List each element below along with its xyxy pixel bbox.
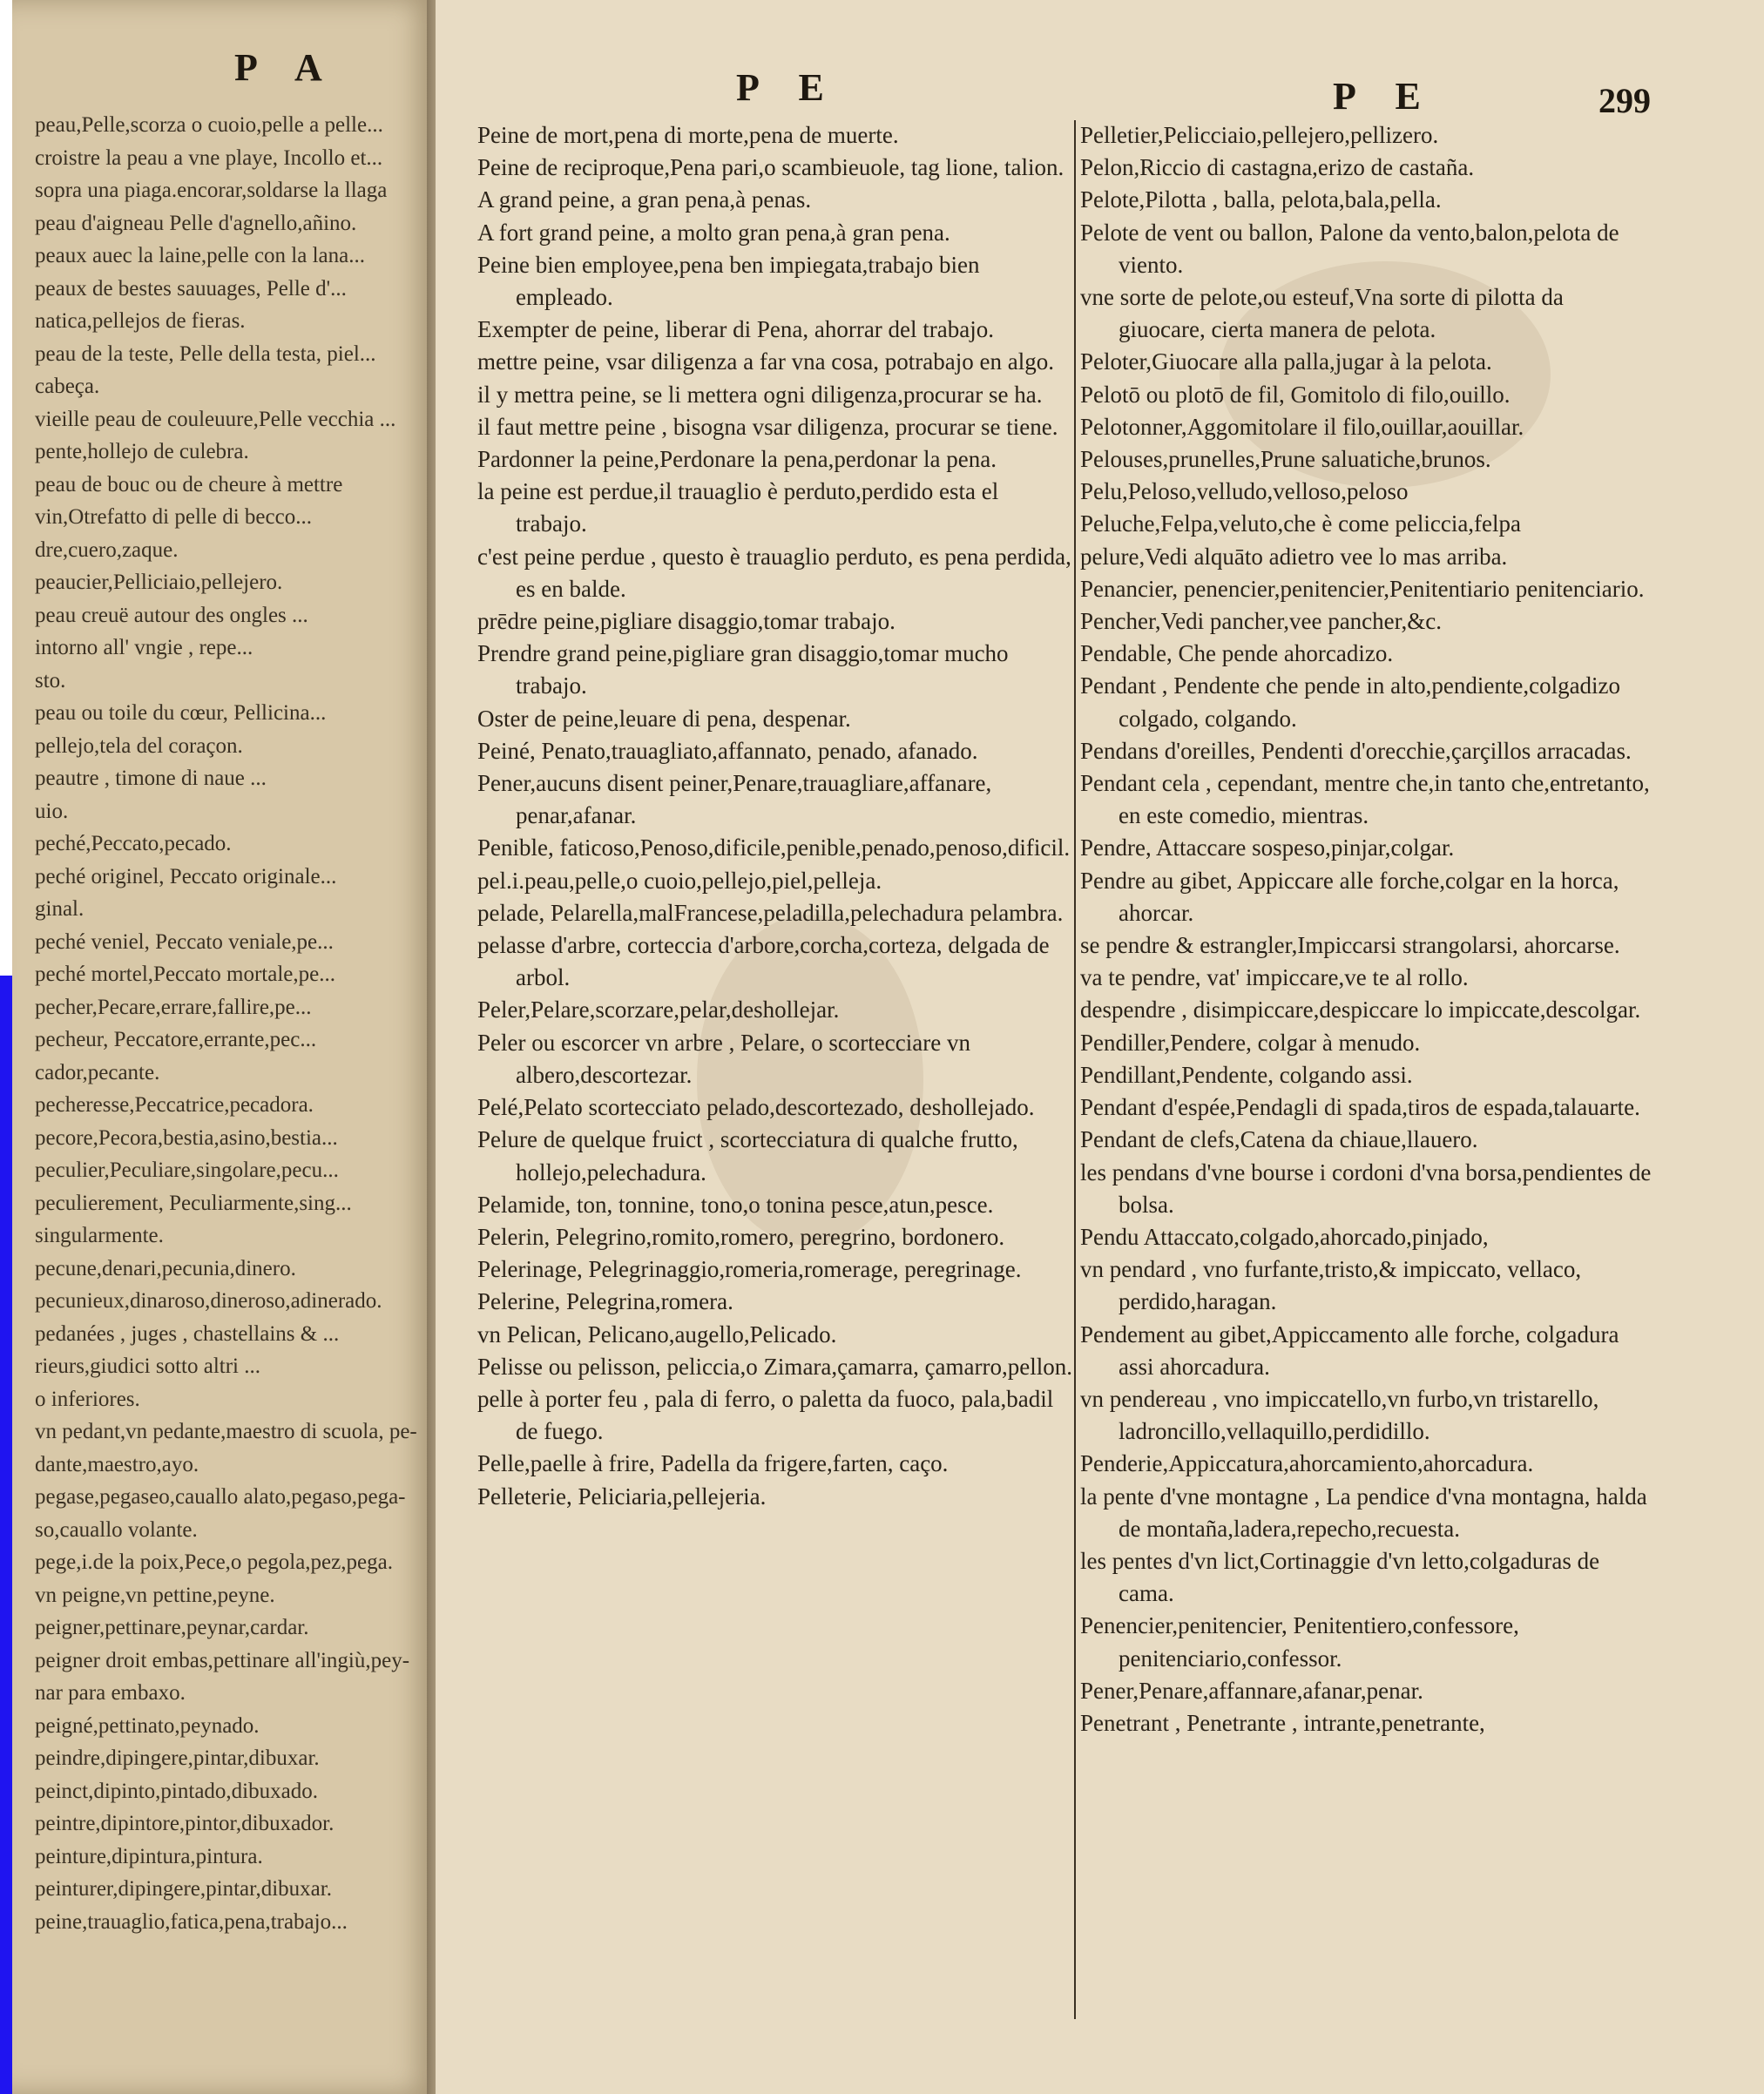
dictionary-entry: peaux de bestes sauuages, Pelle d'... (35, 276, 347, 301)
dictionary-entry: les pendans d'vne bourse i cordoni d'vna borsa,pendientes de bolsa. (1080, 1158, 1652, 1218)
dictionary-entry: Peine de reciproque,Pena pari,o scambieuole, tag lione, talion. (477, 154, 1064, 181)
dictionary-entry: Pener,Penare,affannare,afanar,penar. (1080, 1677, 1423, 1704)
dictionary-entry: Peine bien employee,pena ben impiegata,trabajo bien empleado. (477, 251, 980, 311)
dictionary-entry: Pelle,paelle à frire, Padella da frigere,farten, caço. (477, 1450, 949, 1477)
dictionary-entry: vn pendereau , vno impiccatello,vn furbo,vn tristarello, ladroncillo,vellaquillo,perdidillo. (1080, 1385, 1599, 1445)
left-column (35, 109, 436, 1938)
dictionary-entry: Pendement au gibet,Appiccamento alle forche, colgadura assi ahorcadura. (1080, 1321, 1619, 1380)
dictionary-entry: peintre,dipintore,pintor,dibuxador. (35, 1812, 335, 1835)
dictionary-entry: pellejo,tela del coraçon. (35, 733, 243, 758)
dictionary-entry: peau d'aigneau Pelle d'agnello,añino. (35, 211, 357, 235)
dictionary-entry: c'est peine perdue , questo è trauaglio perduto, es pena perdida, es en balde. (477, 543, 1071, 602)
dictionary-entry: A grand peine, a gran pena,à penas. (477, 186, 812, 213)
dictionary-entry: se pendre & estrangler,Impiccarsi strangolarsi, ahorcarse. (1080, 932, 1620, 959)
page-number: 299 (1598, 81, 1651, 120)
dictionary-entry: Pelure de quelque fruict , scortecciatura di qualche frutto, hollejo,pelechadura. (477, 1126, 1018, 1185)
dictionary-entry: pelure,Vedi alquāto adietro vee lo mas arriba. (1080, 543, 1508, 570)
dictionary-entry: peau de la teste, Pelle della testa, piel... (35, 341, 376, 366)
dictionary-entry: Pendre, Attaccare sospeso,pinjar,colgar. (1080, 834, 1455, 861)
dictionary-entry: peau,Pelle,scorza o cuoio,pelle a pelle... (35, 113, 383, 137)
right-running-head: P E (1333, 75, 1436, 118)
dictionary-entry: Pendans d'oreilles, Pendenti d'orecchie,çarçillos arracadas. (1080, 737, 1632, 764)
dictionary-entry: peautre , timone di naue ... (35, 767, 267, 790)
dictionary-entry: Peine de mort,pena di morte,pena de muerte. (477, 122, 899, 148)
dictionary-entry: Pardonner la peine,Perdonare la pena,perdonar la pena. (477, 446, 997, 473)
dictionary-entry: dre,cuero,zaque. (35, 537, 179, 562)
dictionary-entry: peché originel, Peccato originale... (35, 864, 337, 888)
dictionary-entry: Pelisse ou pelisson, peliccia,o Zimara,çamarra, çamarro,pellon. (477, 1353, 1072, 1380)
dictionary-entry: Pelon,Riccio di castagna,erizo de castaña. (1080, 154, 1475, 181)
right-column (1080, 119, 1655, 1739)
dictionary-entry: Pendant , Pendente che pende in alto,pendiente,colgadizo colgado, colgando. (1080, 672, 1621, 732)
dictionary-entry: ginal. (35, 897, 84, 921)
dictionary-entry: pelade, Pelarella,malFrancese,peladilla,pelechadura pelambra. (477, 899, 1064, 926)
dictionary-entry: Pendant cela , cependant, mentre che,in tanto che,entretanto, en este comedio, mientras. (1080, 770, 1650, 829)
dictionary-entry: Pencher,Vedi pancher,vee pancher,&c. (1080, 608, 1443, 635)
dictionary-entry: so,cauallo volante. (35, 1517, 198, 1542)
dictionary-entry: singularmente. (35, 1224, 164, 1247)
dictionary-entry: natica,pellejos de fieras. (35, 309, 246, 333)
dictionary-entry: peché veniel, Peccato veniale,pe... (35, 929, 334, 954)
dictionary-entry: Pelamide, ton, tonnine, tono,o tonina pesce,atun,pesce. (477, 1191, 994, 1218)
dictionary-entry: Pendant d'espée,Pendagli di spada,tiros de espada,talauarte. (1080, 1094, 1640, 1121)
dictionary-entry: peché mortel,Peccato mortale,pe... (35, 963, 335, 986)
dictionary-entry: pelle à porter feu , pala di ferro, o paletta da fuoco, pala,badil de fuego. (477, 1385, 1054, 1445)
dictionary-entry: Penible, faticoso,Penoso,dificile,penible,penado,penoso,dificil. (477, 834, 1071, 861)
dictionary-entry: pecheresse,Peccatrice,pecadora. (35, 1093, 314, 1117)
dictionary-entry: mettre peine, vsar diligenza a far vna cosa, potrabajo en algo. (477, 348, 1054, 375)
dictionary-entry: Pendiller,Pendere, colgar à menudo. (1080, 1029, 1421, 1056)
dictionary-entry: peaucier,Pelliciaio,pellejero. (35, 571, 283, 594)
dictionary-entry: peigner droit embas,pettinare all'ingiù,pey- (35, 1648, 410, 1672)
dictionary-entry: vn pendard , vno furfante,tristo,& impiccato, vellaco, perdido,haragan. (1080, 1256, 1582, 1315)
dictionary-entry: pecore,Pecora,bestia,asino,bestia... (35, 1125, 338, 1150)
dictionary-entry: Pelerinage, Pelegrinaggio,romeria,romerage, peregrinage. (477, 1256, 1022, 1283)
dictionary-entry: la peine est perdue,il trauaglio è perduto,perdido esta el trabajo. (477, 478, 999, 537)
dictionary-entry: cador,pecante. (35, 1060, 160, 1084)
dictionary-entry: peau ou toile du cœur, Pellicina... (35, 701, 327, 725)
dictionary-entry: dante,maestro,ayo. (35, 1452, 199, 1476)
dictionary-entry: Peluche,Felpa,veluto,che è come peliccia,felpa (1080, 510, 1522, 537)
dictionary-entry: Pelletier,Pelicciaio,pellejero,pellizero. (1080, 122, 1439, 148)
dictionary-entry: peinct,dipinto,pintado,dibuxado. (35, 1779, 318, 1803)
dictionary-entry: peculier,Peculiare,singolare,pecu... (35, 1158, 339, 1182)
dictionary-entry: A fort grand peine, a molto gran pena,à gran pena. (477, 219, 950, 246)
dictionary-entry: pege,i.de la poix,Pece,o pegola,pez,pega. (35, 1550, 393, 1574)
dictionary-entry: Pelote de vent ou ballon, Palone da vento,balon,pelota de viento. (1080, 219, 1619, 278)
dictionary-entry: Pelé,Pelato scortecciato pelado,descortezado, deshollejado. (477, 1094, 1035, 1121)
dictionary-entry: peinturer,dipingere,pintar,dibuxar. (35, 1877, 332, 1901)
dictionary-entry: peigner,pettinare,peynar,cardar. (35, 1616, 309, 1639)
middle-running-head: P E (736, 66, 840, 109)
dictionary-entry: Pendant de clefs,Catena da chiaue,llauero. (1080, 1126, 1478, 1153)
dictionary-entry: vin,Otrefatto di pelle di becco... (35, 505, 312, 529)
dictionary-entry: Penetrant , Penetrante , intrante,penetrante, (1080, 1709, 1485, 1736)
dictionary-entry: pente,hollejo de culebra. (35, 440, 249, 463)
dictionary-entry: cabeça. (35, 375, 100, 398)
dictionary-entry: peché,Peccato,pecado. (35, 832, 232, 855)
dictionary-entry: Pelotonner,Aggomitolare il filo,ouillar,aouillar. (1080, 413, 1524, 440)
dictionary-entry: pecunieux,dinaroso,dineroso,adinerado. (35, 1289, 382, 1313)
dictionary-entry: la pente d'vne montagne , La pendice d'vna montagna, halda de montaña,ladera,repecho,recuesta. (1080, 1483, 1647, 1542)
dictionary-entry: vn peigne,vn pettine,peyne. (35, 1583, 275, 1607)
dictionary-entry: Peiné, Penato,trauagliato,affannato, penado, afanado. (477, 737, 978, 764)
dictionary-entry: despendre , disimpiccare,despiccare lo impiccate,descolgar. (1080, 996, 1641, 1023)
dictionary-entry: nar para embaxo. (35, 1681, 186, 1705)
dictionary-entry: prēdre peine,pigliare disaggio,tomar trabajo. (477, 608, 896, 635)
dictionary-entry: Pendre au gibet, Appiccare alle forche,colgar en la horca, ahorcar. (1080, 867, 1619, 926)
dictionary-entry: va te pendre, vat' impiccare,ve te al rollo. (1080, 964, 1469, 991)
dictionary-entry: intorno all' vngie , repe... (35, 636, 253, 659)
dictionary-entry: Pelerine, Pelegrina,romera. (477, 1288, 733, 1315)
dictionary-entry: vn pedant,vn pedante,maestro di scuola, pe- (35, 1420, 417, 1443)
dictionary-entry: Penencier,penitencier, Penitentiero,confessore, penitenciario,confessor. (1080, 1612, 1519, 1672)
dictionary-entry: pecune,denari,pecunia,dinero. (35, 1256, 296, 1280)
dictionary-entry: Penderie,Appiccatura,ahorcamiento,ahorcadura. (1080, 1450, 1534, 1477)
dictionary-entry: Exempter de peine, liberar di Pena, ahorrar del trabajo. (477, 316, 994, 343)
dictionary-entry: vn Pelican, Pelicano,augello,Pelicado. (477, 1321, 837, 1348)
left-running-head: P A (234, 46, 338, 89)
dictionary-entry: Peler,Pelare,scorzare,pelar,deshollejar. (477, 996, 840, 1023)
dictionary-entry: peindre,dipingere,pintar,dibuxar. (35, 1746, 320, 1770)
dictionary-entry: Pendable, Che pende ahorcadizo. (1080, 640, 1394, 667)
dictionary-entry: Peloter,Giuocare alla palla,jugar à la pelota. (1080, 348, 1492, 375)
blue-edge-fill (0, 976, 12, 2094)
dictionary-entry: pecheur, Peccatore,errante,pec... (35, 1028, 317, 1051)
middle-column (477, 119, 1074, 1513)
dictionary-entry: Prendre grand peine,pigliare gran disaggio,tomar mucho trabajo. (477, 640, 1009, 699)
dictionary-entry: les pentes d'vn lict,Cortinaggie d'vn letto,colgaduras de cama. (1080, 1547, 1600, 1607)
dictionary-entry: peinture,dipintura,pintura. (35, 1844, 263, 1868)
dictionary-entry: o inferiores. (35, 1387, 140, 1411)
dictionary-entry: pegase,pegaseo,cauallo alato,pegaso,pega- (35, 1485, 406, 1509)
dictionary-entry: peau de bouc ou de cheure à mettre (35, 472, 343, 496)
dictionary-entry: vne sorte de pelote,ou esteuf,Vna sorte di pilotta da giuocare, cierta manera de pelota. (1080, 284, 1564, 343)
dictionary-entry: Pelote,Pilotta , balla, pelota,bala,pella. (1080, 186, 1442, 213)
left-page (12, 0, 439, 2094)
dictionary-entry: Penancier, penencier,penitencier,Penitentiario penitenciario. (1080, 575, 1645, 602)
dictionary-entry: peine,trauaglio,fatica,pena,trabajo... (35, 1909, 348, 1934)
dictionary-entry: pel.i.peau,pelle,o cuoio,pellejo,piel,pelleja. (477, 867, 882, 894)
dictionary-entry: Pelotō ou plotō de fil, Gomitolo di filo,ouillo. (1080, 381, 1511, 408)
dictionary-entry: pedanées , juges , chastellains & ... (35, 1321, 340, 1346)
dictionary-entry: pelasse d'arbre, corteccia d'arbore,corcha,corteza, delgada de arbol. (477, 932, 1050, 991)
dictionary-entry: uio. (35, 799, 69, 823)
dictionary-entry: Pendu Attaccato,colgado,ahorcado,pinjado, (1080, 1223, 1489, 1250)
dictionary-entry: peau creuë autour des ongles ... (35, 603, 308, 627)
blue-edge-strip (0, 0, 12, 2094)
dictionary-entry: Peler ou escorcer vn arbre , Pelare, o scortecciare vn albero,descortezar. (477, 1029, 970, 1088)
dictionary-entry: rieurs,giudici sotto altri ... (35, 1354, 260, 1378)
column-rule (1074, 120, 1076, 2019)
dictionary-entry: sto. (35, 668, 66, 692)
dictionary-entry: Pelerin, Pelegrino,romito,romero, peregrino, bordonero. (477, 1223, 1005, 1250)
dictionary-entry: Pendillant,Pendente, colgando assi. (1080, 1061, 1413, 1088)
dictionary-entry: pecher,Pecare,errare,fallire,pe... (35, 995, 312, 1019)
dictionary-entry: peigné,pettinato,peynado. (35, 1713, 260, 1738)
dictionary-entry: Pener,aucuns disent peiner,Penare,trauagliare,affanare, penar,afanar. (477, 770, 992, 829)
dictionary-entry: vieille peau de couleuure,Pelle vecchia ... (35, 407, 396, 431)
dictionary-entry: Pelu,Peloso,velludo,velloso,peloso (1080, 478, 1409, 505)
dictionary-entry: Oster de peine,leuare di pena, despenar. (477, 705, 851, 732)
dictionary-entry: peaux auec la laine,pelle con la lana... (35, 244, 365, 267)
dictionary-entry: peculierement, Peculiarmente,sing... (35, 1191, 352, 1215)
dictionary-entry: sopra una piaga.encorar,soldarse la llaga (35, 179, 388, 202)
dictionary-entry: Pelleterie, Peliciaria,pellejeria. (477, 1483, 767, 1510)
dictionary-entry: Pelouses,prunelles,Prune saluatiche,brunos. (1080, 446, 1491, 473)
dictionary-entry: croistre la peau a vne playe, Incollo et... (35, 145, 383, 170)
dictionary-entry: il y mettra peine, se li mettera ogni diligenza,procurar se ha. (477, 381, 1043, 408)
dictionary-entry: il faut mettre peine , bisogna vsar diligenza, procurar se tiene. (477, 413, 1058, 440)
